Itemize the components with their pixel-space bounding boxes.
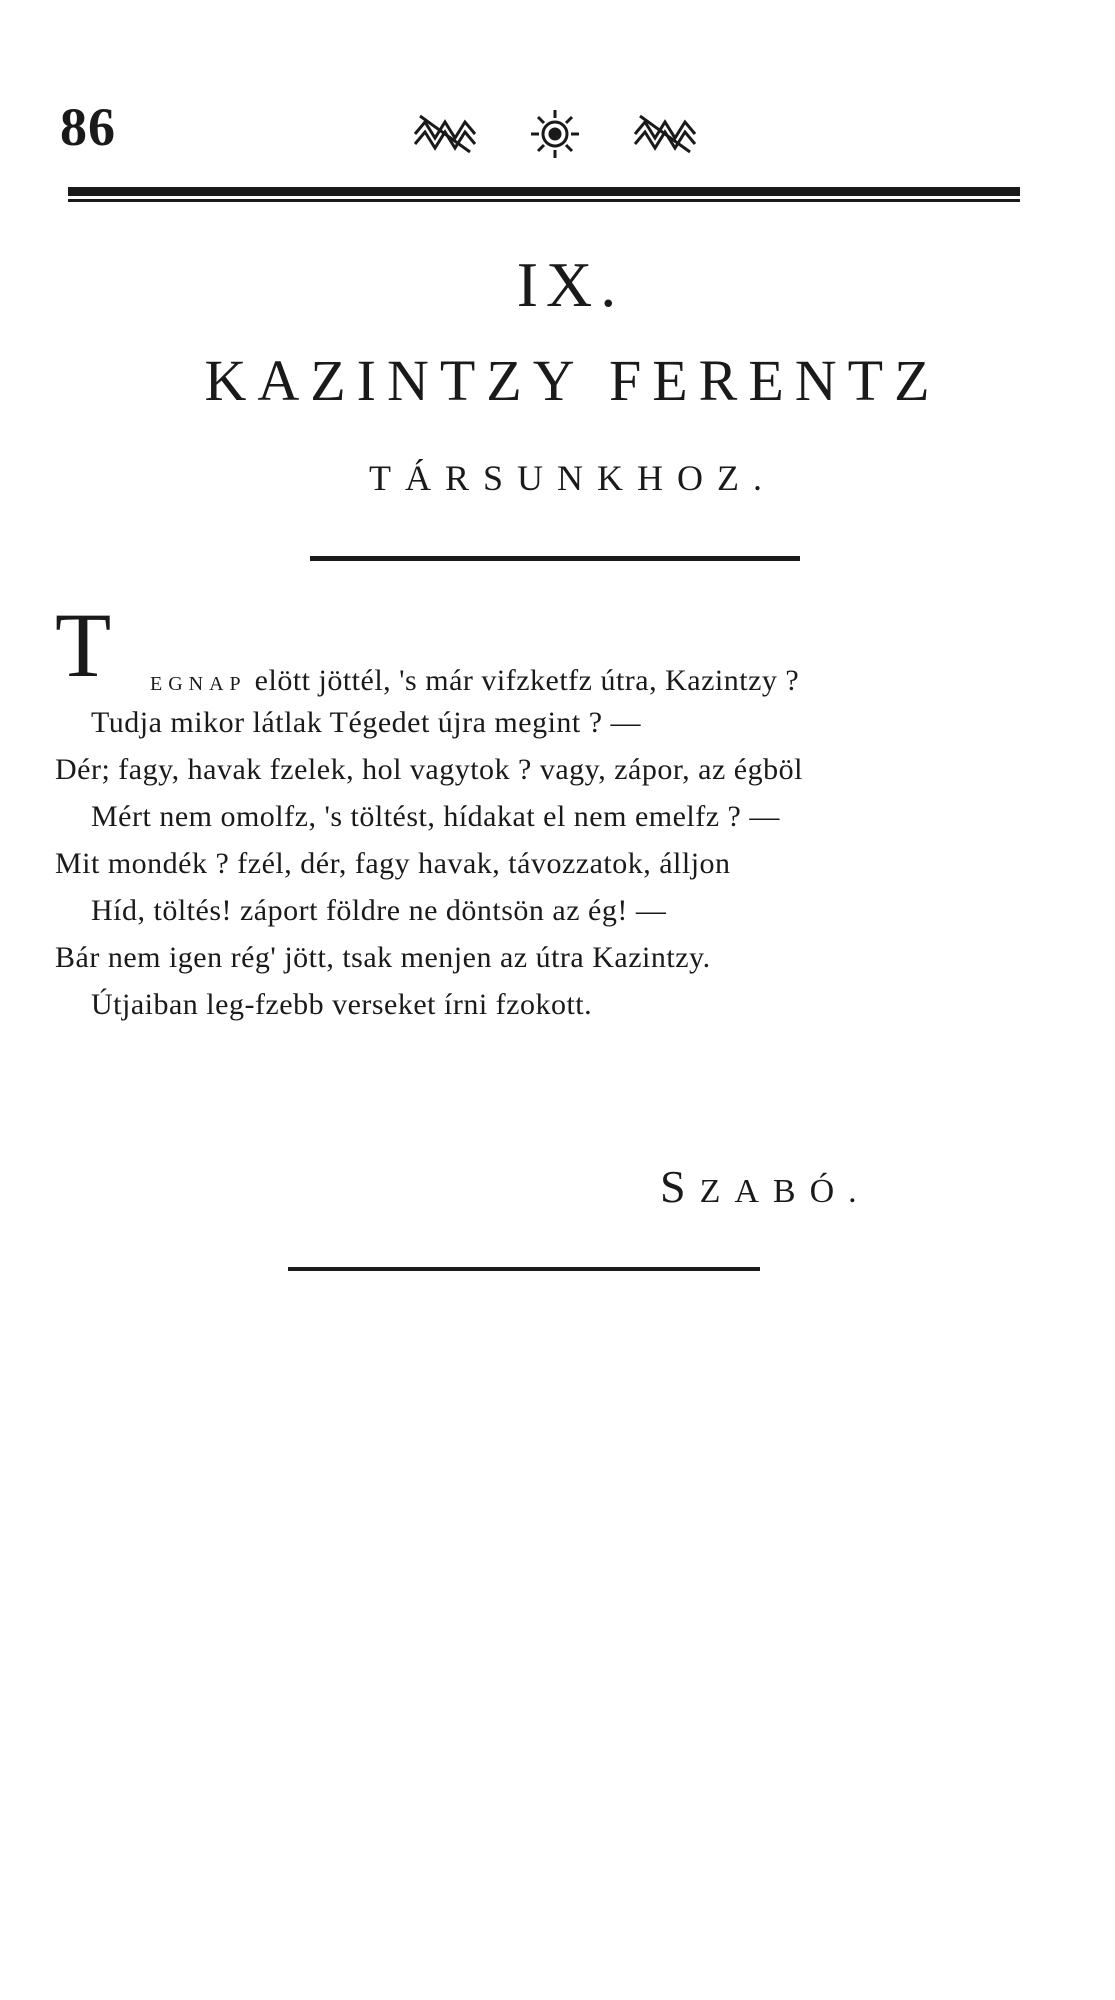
poem-line: Útjaiban leg-fzebb verseket írni fzokott. [91, 988, 593, 1021]
drop-cap: T [55, 594, 112, 696]
decorative-ornament-icon [410, 104, 700, 164]
first-word-smallcaps: EGNAP [150, 673, 247, 695]
poem-line: Bár nem igen rég' jött, tsak menjen az útra Kazintzy. [55, 941, 711, 974]
author-signature [660, 1160, 871, 1213]
first-line-text: elött jöttél, 's már vifzketfz útra, Kazintzy ? [246, 664, 800, 697]
end-rule [288, 1267, 760, 1271]
poem-subtitle: TÁRSUNKHOZ. [368, 458, 776, 498]
poem-line: Mért nem omolfz, 's töltést, hídakat el nem emelfz ? — [91, 800, 780, 833]
page-number: 86 [60, 97, 116, 157]
poem-line: Híd, töltés! záport földre ne döntsön az ég! — [91, 894, 667, 927]
poem-body [55, 594, 1055, 1028]
poem-line: Tudja mikor látlak Tégedet újra megint ? — [91, 706, 642, 739]
signature-rest: ZABÓ. [699, 1173, 871, 1210]
poem-line: Mit mondék ? fzél, dér, fagy havak, távozzatok, álljon [55, 847, 731, 880]
poem-title: KAZINTZY FERENTZ [204, 348, 941, 413]
signature-initial: S [660, 1161, 700, 1212]
title-divider [310, 556, 800, 561]
chapter-number: IX. [516, 249, 625, 320]
poem-first-line [55, 594, 1055, 699]
poem-line: Dér; fagy, havak fzelek, hol vagytok ? vagy, zápor, az égböl [55, 753, 803, 786]
header-double-rule [68, 187, 1020, 203]
